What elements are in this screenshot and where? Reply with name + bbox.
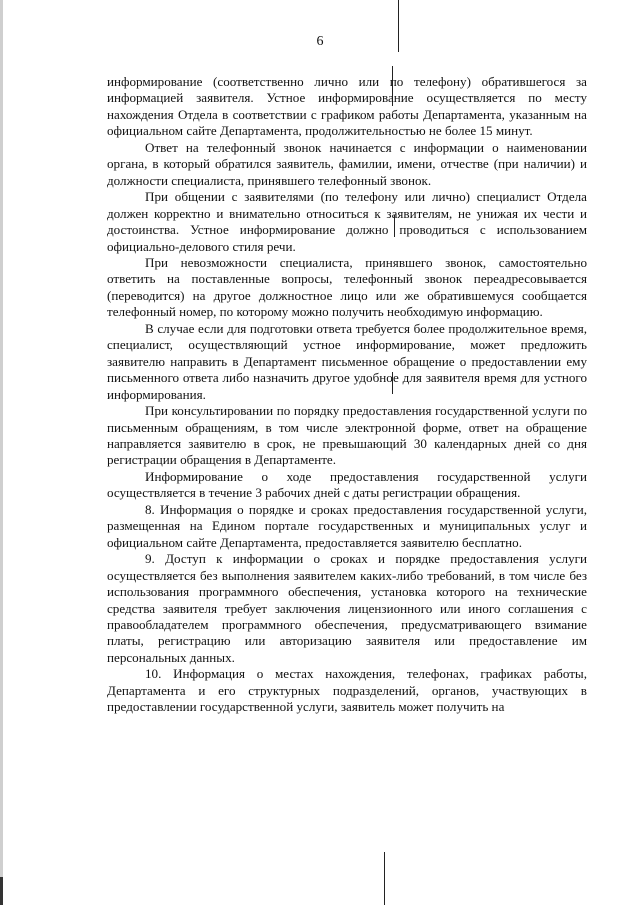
paragraph: 8. Информация о порядке и сроках предоставления государственной услуги, размещенная на Едином портале государственных и муниципальных услуг и официальном сайте Департамента, предоставляется заявителю бесплатно. — [107, 501, 587, 550]
paragraph: информирование (соответственно лично или по телефону) обратившегося за информацией заявителя. Устное информирование осуществляется по месту нахождения Отдела в соответствии с графиком работы Департамента, указанным на официальном сайте Департамента, продолжительностью не более 15 минут. — [107, 74, 587, 139]
scan-edge-mark — [0, 877, 3, 905]
page-number: 6 — [316, 34, 324, 49]
paragraph: При консультировании по порядку предоставления государственной услуги по письменным обращениям, в том числе электронной форме, ответ на обращение направляется заявителю в срок, не превышающий 30 календарных дней со дня регистрации обращения в Департаменте. — [107, 403, 587, 468]
paragraph: При невозможности специалиста, принявшего звонок, самостоятельно ответить на поставленные вопросы, телефонный звонок переадресовывается (переводится) на другое должностное лицо или же обратившемуся сообщается телефонный номер, по которому можно получить необходимую информацию. — [107, 254, 587, 320]
paragraph: При общении с заявителями (по телефону или лично) специалист Отдела должен корректно и внимательно относиться к заявителям, не унижая их чести и достоинства. Устное информирование должно проводиться с использованием официально-делового стиля речи. — [107, 189, 587, 254]
paragraph: В случае если для подготовки ответа требуется более продолжительное время, специалист, осуществляющий устное информирование, может предложить заявителю направить в Департамент письменное обращение о предоставлении ему письменного ответа либо назначить другое удобное для заявителя время для устного информирования. — [107, 320, 587, 402]
body-text — [107, 74, 587, 716]
paragraph: Ответ на телефонный звонок начинается с информации о наименовании органа, в который обратился заявитель, фамилии, имени, отчестве (при наличии) и должности специалиста, принявшего телефонный звонок. — [107, 139, 587, 188]
paragraph: Информирование о ходе предоставления государственной услуги осуществляется в течение 3 рабочих дней с даты регистрации обращения. — [107, 468, 587, 501]
paragraph: 10. Информация о местах нахождения, телефонах, графиках работы, Департамента и его структурных подразделений, органов, участвующих в предоставлении государственной услуги, заявитель может получить на — [107, 666, 587, 715]
paragraph: 9. Доступ к информации о сроках и порядке предоставления услуги осуществляется без выполнения заявителем каких-либо требований, в том числе без использования программного обеспечения, установка которого на технические средства заявителя требует заключения лицензионного или иного соглашения с правообладателем программного обеспечения, предусматривающего взимание платы, регистрацию или авторизацию заявителя или предоставление им персональных данных. — [107, 551, 587, 665]
binding-line-bottom — [384, 852, 385, 905]
scan-left-edge — [0, 0, 3, 905]
